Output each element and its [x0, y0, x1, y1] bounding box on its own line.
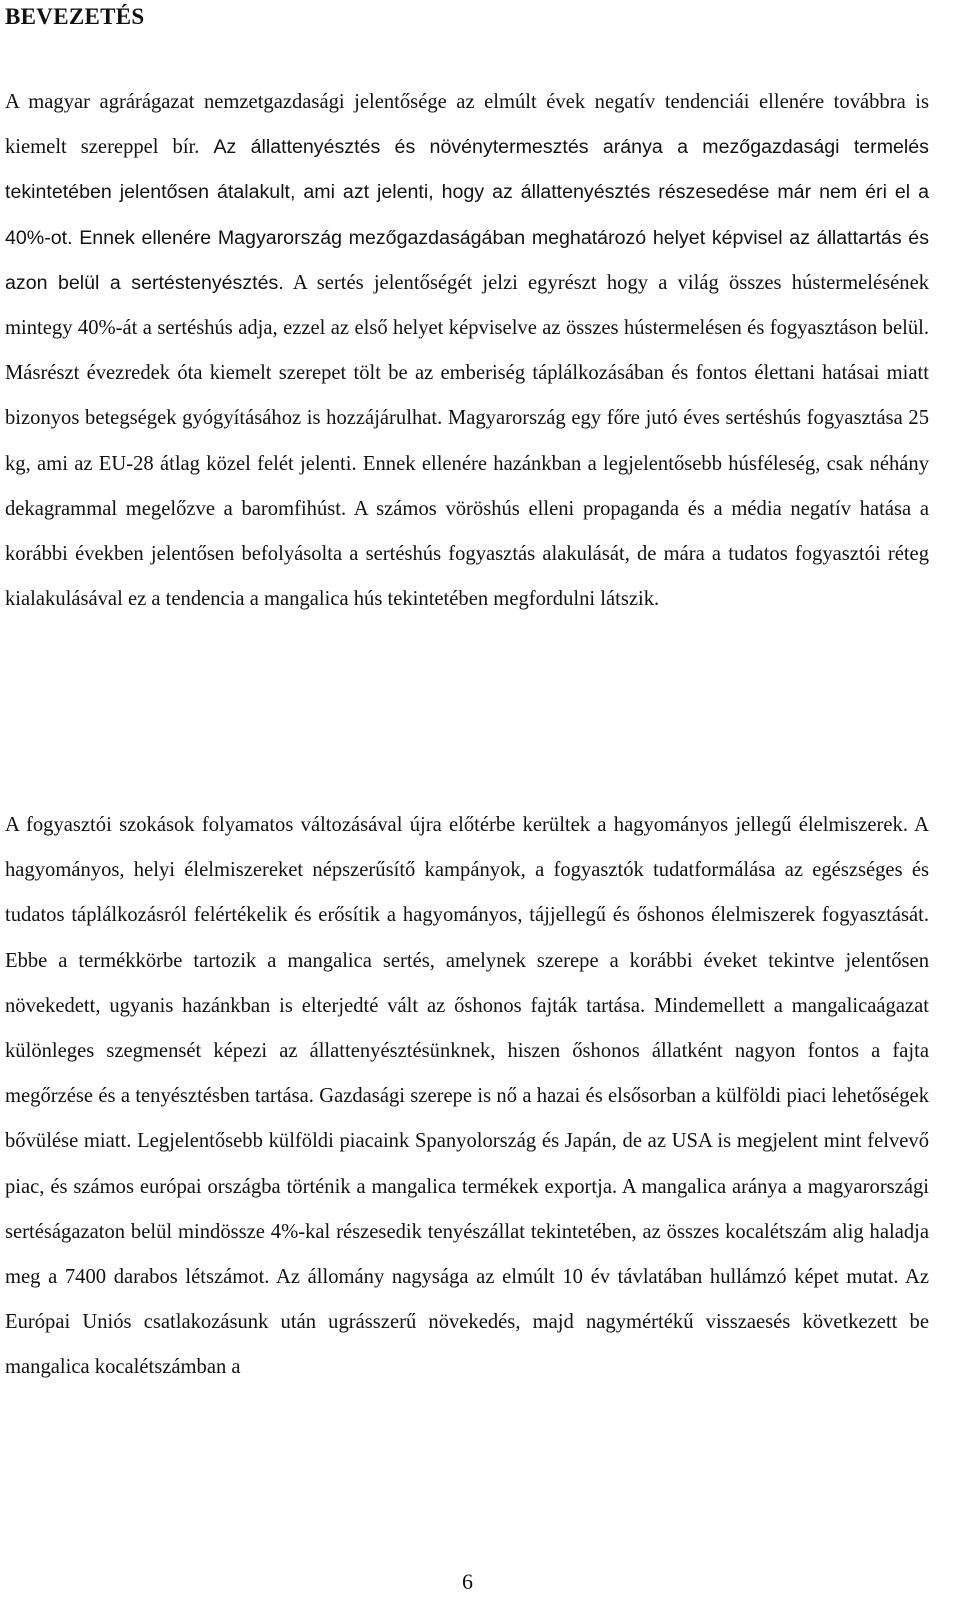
paragraph-1-sentence-1: A magyar agrárágazat nemzetgazdasági jelentősége az elmúlt évek negatív tendenciái ellenére továbbra is kiemelt szereppel bír. [5, 91, 929, 159]
paragraph-2: A fogyasztói szokások folyamatos változásával újra előtérbe kerültek a hagyományos jellegű élelmiszerek. A hagyományos, helyi élelmiszereket népszerűsítő kampányok, a fogyasztók tudatformálása az egészséges és tudatos táplálkozásról felértékelik és erősítik a hagyományos, tájjellegű és őshonos élelmiszerek fogyasztását. Ebbe a termékkörbe tartozik a mangalica sertés, amelynek szerepe a korábbi éveket tekintve jelentősen növekedett, ugyanis hazánkban is elterjedté vált az őshonos fajták tartása. Mindemellett a mangalicaágazat különleges szegmensét képezi az állattenyésztésünknek, hiszen őshonos állatként nagyon fontos a fajta megőrzése és a tenyésztésben tartása. Gazdasági szerepe is nő a hazai és elsősorban a külföldi piaci lehetőségek bővülése miatt. Legjelentősebb külföldi piacaink Spanyolország és Japán, de az USA is megjelent mint felvevő piac, és számos európai országba történik a mangalica termékek exportja. A mangalica aránya a magyarországi sertéságazaton belül mindössze 4%-kal részesedik tenyészállat tekintetében, az összes kocalétszám alig haladja meg a 7400 darabos létszámot. Az állomány nagysága az elmúlt 10 év távlatában hullámzó képet mutat. Az Európai Uniós csatlakozásunk után ugrásszerű növekedés, majd nagymértékű visszaesés következett be mangalica kocalétszámban a [5, 814, 929, 1379]
paragraph-1-sentence-3: A sertés jelentőségét jelzi egyrészt hogy a világ összes hústermelésének mintegy 40%-át a sertéshús adja, ezzel az első helyet képviselve az összes hústermelésen és fogyasztáson belül. Másrészt évezredek óta kiemelt szerepet tölt be az emberiség táplálkozásában és fontos élettani hatásai miatt bizonyos betegségek gyógyításához is hozzájárulhat. Magyarország egy főre jutó éves sertéshús fogyasztása 25 kg, ami az EU-28 átlag közel felét jelenti. Ennek ellenére hazánkban a legjelentősebb húsféleség, csak néhány dekagrammal megelőzve a baromfihúst. A számos vöröshús elleni propaganda és a média negatív hatása a korábbi években jelentősen befolyásolta a sertéshús fogyasztás alakulását, de mára a tudatos fogyasztói réteg kialakulásával ez a tendencia a mangalica hús tekintetében megfordulni látszik. [5, 271, 930, 611]
section-heading: BEVEZETÉS [5, 4, 145, 29]
paragraph-1 [5, 80, 929, 622]
paragraph-1-sentence-2: Az állattenyésztés és növénytermesztés aránya a mezőgazdasági termelés tekintetében jelentősen átalakult, ami azt jelenti, hogy az állattenyésztés részesedése már nem éri el a 40%-ot. Ennek ellenére Magyarország mezőgazdaságában meghatározó helyet képvisel az állattartás és azon belül a sertéstenyésztés. [5, 136, 929, 294]
page-number: 6 [462, 1569, 473, 1594]
